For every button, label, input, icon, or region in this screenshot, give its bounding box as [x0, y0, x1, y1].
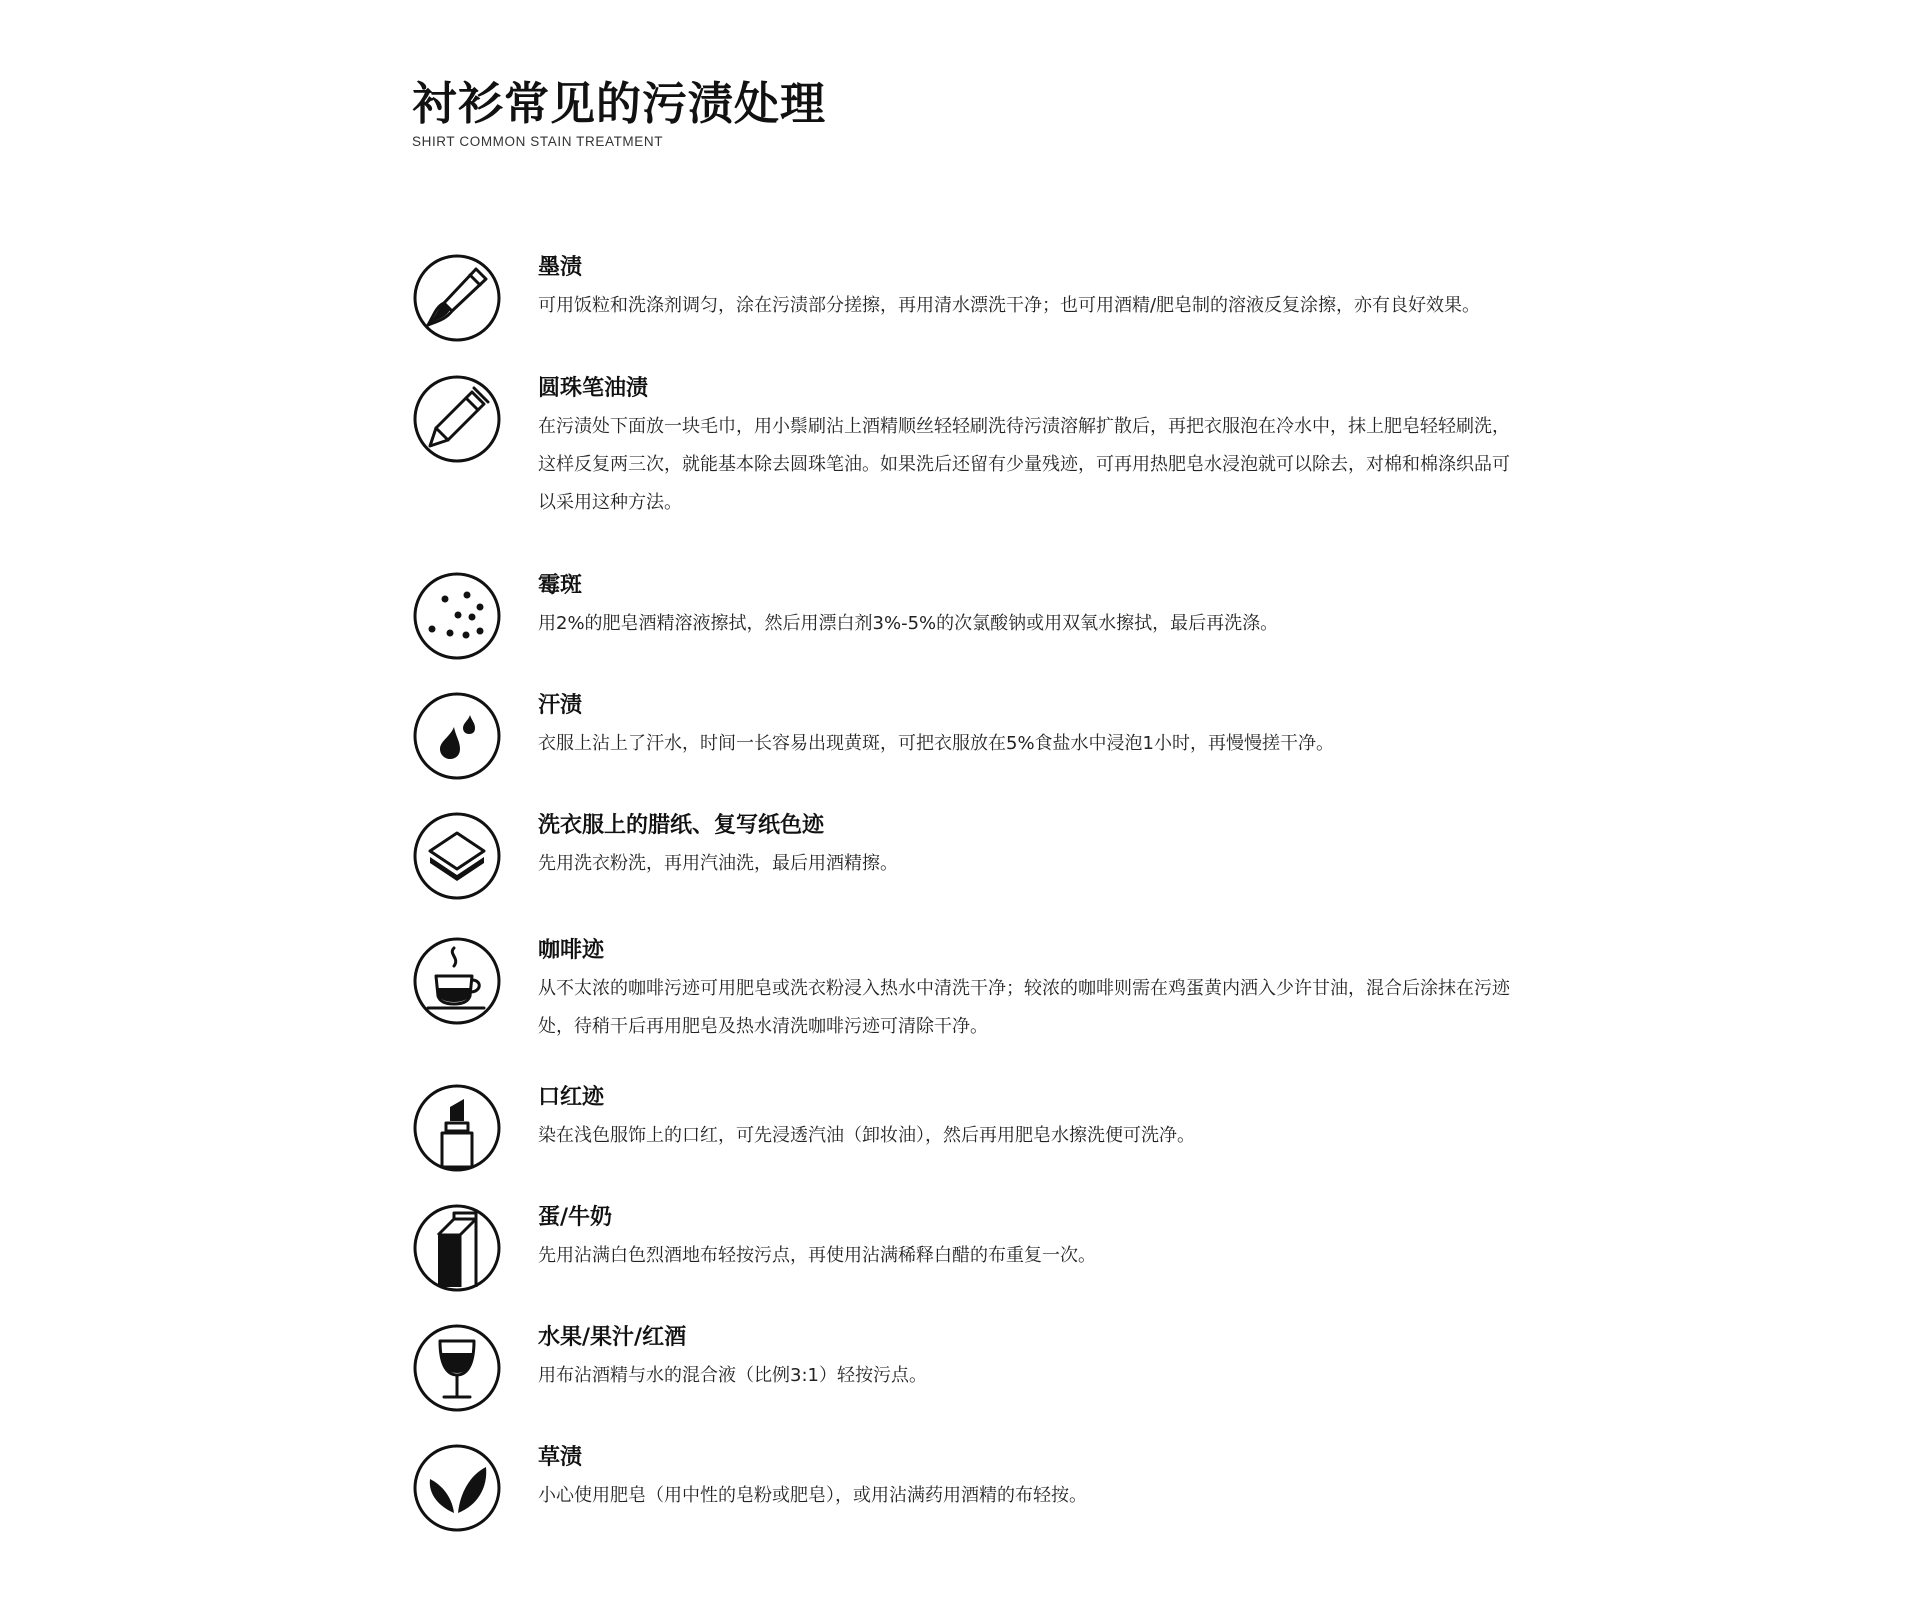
page-title: 衬衫常见的污渍处理: [412, 77, 827, 130]
paper-layers-icon: [412, 811, 502, 901]
item-description: 从不太浓的咖啡污迹可用肥皂或洗衣粉浸入热水中清洗干净；较浓的咖啡则需在鸡蛋黄内洒入少许甘油，混合后涂抹在污迹处，待稍干后再用肥皂及热水清洗咖啡污迹可清除干净。: [538, 978, 1510, 1037]
item-description: 用2%的肥皂酒精溶液擦拭，然后用漂白剂3%-5%的次氯酸钠或用双氧水擦拭，最后再洗涤。: [538, 613, 1279, 634]
milk-carton-icon: [412, 1203, 502, 1293]
item-title: 咖啡迹: [538, 938, 605, 963]
item-title: 汗渍: [538, 693, 583, 718]
item-title: 水果/果汁/红酒: [538, 1325, 687, 1350]
item-title: 口红迹: [538, 1085, 605, 1110]
coffee-cup-icon: [412, 936, 502, 1026]
item-title: 洗衣服上的腊纸、复写纸色迹: [538, 813, 825, 838]
item-title: 墨渍: [538, 255, 583, 280]
wine-glass-icon: [412, 1323, 502, 1413]
pen-icon: [412, 374, 502, 464]
item-title: 霉斑: [538, 573, 583, 598]
item-description: 在污渍处下面放一块毛巾，用小鬃刷沾上酒精顺丝轻轻刷洗待污渍溶解扩散后，再把衣服泡在冷水中，抹上肥皂轻轻刷洗，这样反复两三次，就能基本除去圆珠笔油。如果洗后还留有少量残迹，可再用热肥皂水浸泡就可以除去，对棉和棉涤织品可以采用这种方法。: [538, 416, 1510, 513]
mold-dots-icon: [412, 571, 502, 661]
item-description: 染在浅色服饰上的口红，可先浸透汽油（卸妆油），然后再用肥皂水擦洗便可洗净。: [538, 1125, 1195, 1146]
item-description: 先用洗衣粉洗，再用汽油洗，最后用酒精擦。: [538, 853, 898, 874]
item-description: 用布沾酒精与水的混合液（比例3:1）轻按污点。: [538, 1365, 927, 1386]
item-description: 衣服上沾上了汗水，时间一长容易出现黄斑，可把衣服放在5%食盐水中浸泡1小时，再慢慢搓干净。: [538, 733, 1335, 754]
item-title: 蛋/牛奶: [538, 1205, 613, 1230]
item-description: 可用饭粒和洗涤剂调匀，涂在污渍部分搓擦，再用清水漂洗干净；也可用酒精/肥皂制的溶液反复涂擦，亦有良好效果。: [538, 295, 1481, 316]
item-title: 圆珠笔油渍: [538, 376, 649, 401]
leaf-icon: [412, 1443, 502, 1533]
sweat-drops-icon: [412, 691, 502, 781]
item-description: 小心使用肥皂（用中性的皂粉或肥皂），或用沾满药用酒精的布轻按。: [538, 1485, 1087, 1506]
item-description: 先用沾满白色烈酒地布轻按污点，再使用沾满稀释白醋的布重复一次。: [538, 1245, 1096, 1266]
lipstick-icon: [412, 1083, 502, 1173]
brush-icon: [412, 253, 502, 343]
page-subtitle: SHIRT COMMON STAIN TREATMENT: [412, 134, 664, 149]
page-header: [412, 76, 826, 149]
item-title: 草渍: [538, 1445, 583, 1470]
